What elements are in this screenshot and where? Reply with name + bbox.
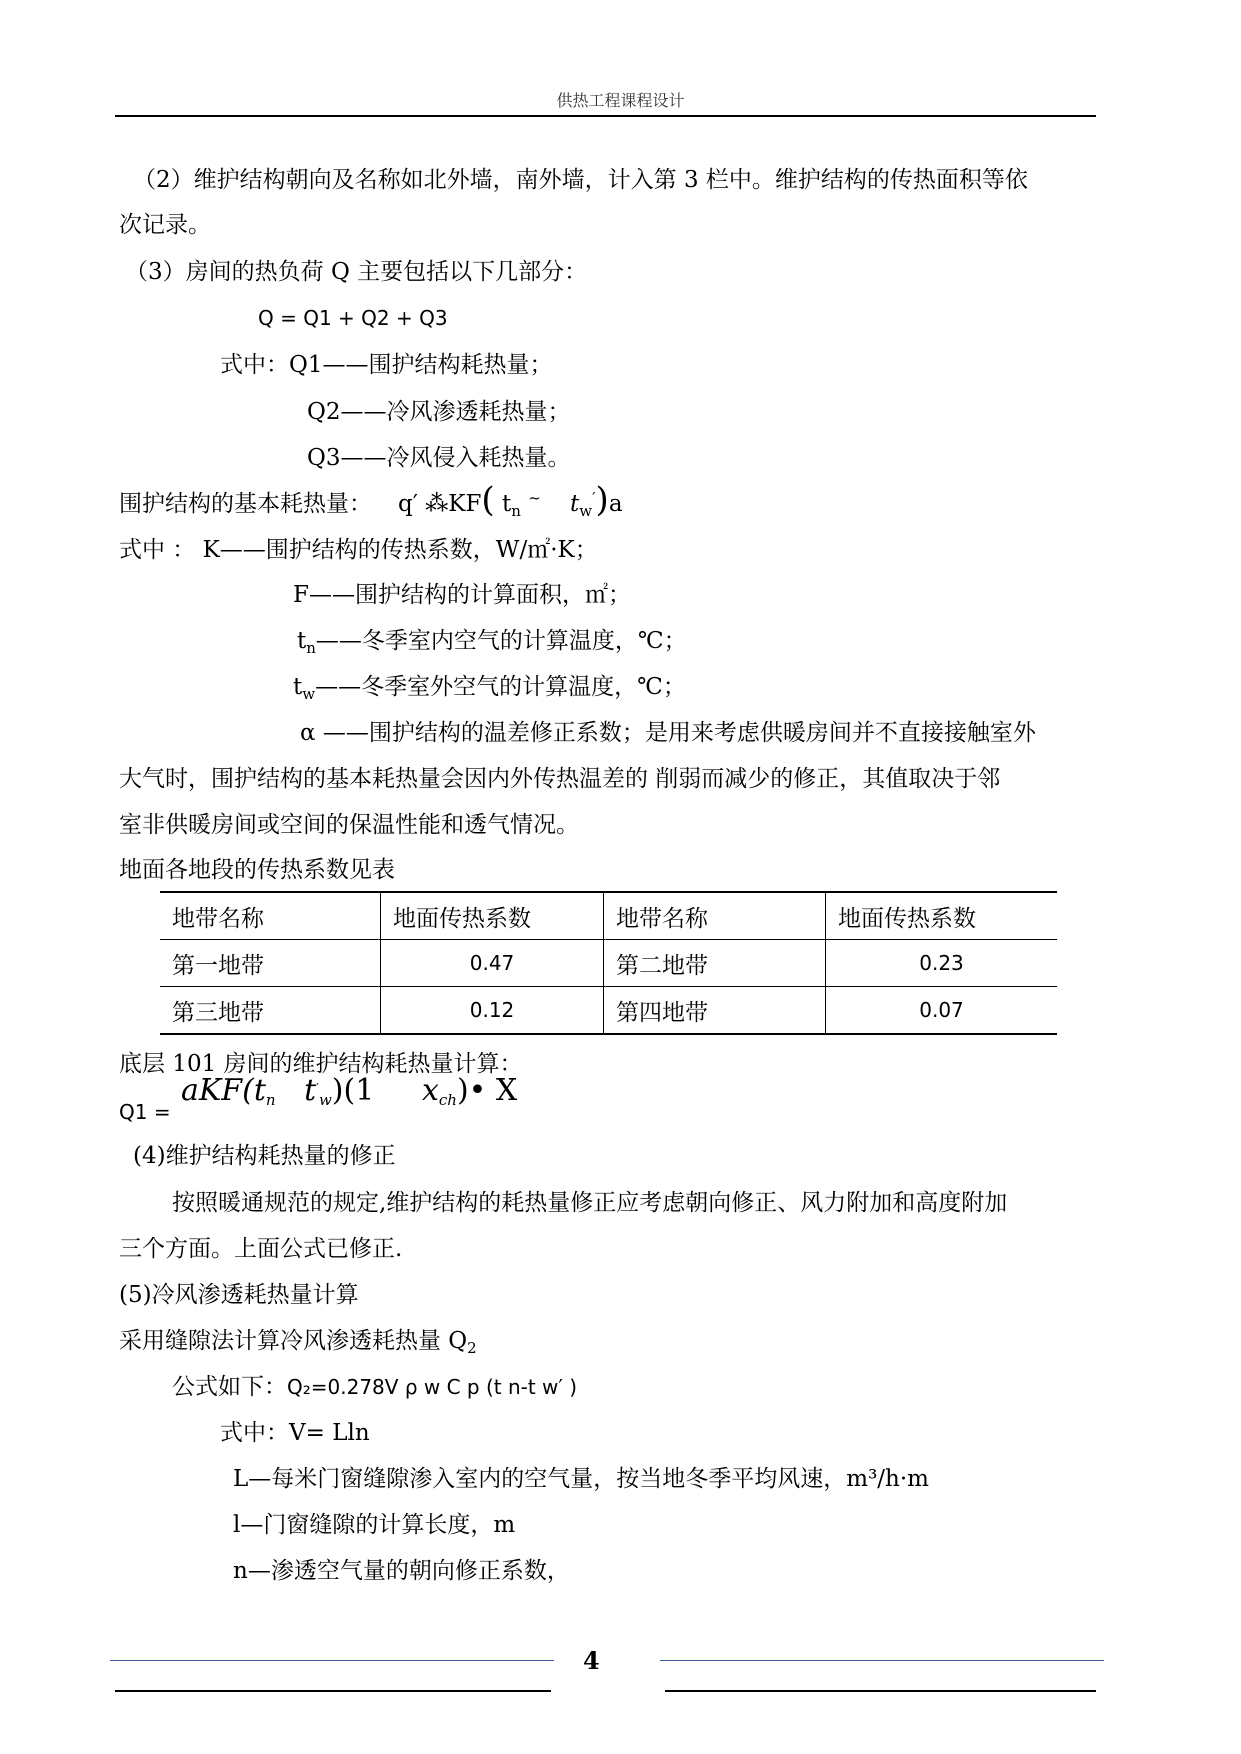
para-5-heading: (5)冷风渗透耗热量计算	[119, 1282, 359, 1308]
table-cell: 地带名称	[604, 892, 826, 940]
table-header-row	[160, 892, 1057, 940]
where-tn: $t_n——$冬季室内空气的计算温度，℃；	[297, 628, 687, 657]
q1-formula: $aKF(t_n$ $t'_w)(1$ $x_{ch})•$ X	[181, 1073, 518, 1109]
formula-q-prefix: q′ ⁂KF	[398, 491, 482, 517]
para-3-heading: （3）房间的热负荷 Q 主要包括以下几部分：	[125, 259, 588, 285]
tw-symbol: t	[293, 674, 303, 700]
where-q2: Q2——冷风渗透耗热量；	[307, 399, 571, 425]
where-v: 式中：V= Lln	[220, 1420, 370, 1446]
tn-desc: ——冬季室内空气的计算温度，℃；	[315, 628, 687, 654]
q1-label: Q1 =	[119, 1100, 171, 1124]
table-cell: 第一地带	[160, 940, 381, 987]
where-k: 式中 ： K——围护结构的传热系数，W/㎡·K；	[119, 537, 598, 563]
basic-heat-loss-formula: q′ ⁂KF( $t_n$ ~ $t_w')a$	[398, 480, 623, 520]
alpha-desc-line-2: 大气时，围护结构的基本耗热量会因内外传热温差的 削弱而减少的修正，其值取决于邻	[119, 766, 1001, 792]
table-cell: 第二地带	[604, 940, 826, 987]
table-row	[160, 987, 1057, 1035]
table-cell: 第四地带	[604, 987, 826, 1035]
para-2-line-1: （2）维护结构朝向及名称如北外墙，南外墙，计入第 3 栏中。维护结构的传热面积等依	[133, 167, 1028, 193]
footer-rule-bottom-right	[665, 1690, 1096, 1692]
table-cell: 0.47	[381, 940, 604, 987]
alpha-desc-line-3: 室非供暖房间或空间的保温性能和透气情况。	[119, 812, 579, 838]
para-2-line-2: 次记录。	[119, 212, 211, 238]
where-q1: 式中：Q1——围护结构耗热量；	[220, 352, 553, 378]
room-101-heading: 底层 101 房间的维护结构耗热量计算：	[119, 1051, 523, 1077]
q2-formula-line: 公式如下：Q₂=0.278V ρ w C p (t n-t w′ )	[172, 1374, 578, 1400]
where-n: n—渗透空气量的朝向修正系数，	[233, 1558, 570, 1584]
para-4-line-1: 按照暖通规范的规定,维护结构的耗热量修正应考虑朝向修正、风力附加和高度附加	[172, 1190, 1008, 1216]
table-caption: 地面各地段的传热系数见表	[119, 857, 395, 883]
table-cell: 地面传热系数	[826, 892, 1058, 940]
table-cell: 0.23	[826, 940, 1058, 987]
table-cell: 0.07	[826, 987, 1058, 1035]
table-cell: 地面传热系数	[381, 892, 604, 940]
where-l-lower: l—门窗缝隙的计算长度，m	[233, 1512, 516, 1538]
tn-symbol: t	[297, 628, 307, 654]
para-4-line-2: 三个方面。上面公式已修正.	[119, 1236, 403, 1262]
where-l-upper: L—每米门窗缝隙渗入室内的空气量，按当地冬季平均风速，m³/h·m	[233, 1466, 929, 1492]
where-alpha: α ——围护结构的温差修正系数；是用来考虑供暖房间并不直接接触室外	[300, 720, 1036, 746]
basic-heat-loss-label: 围护结构的基本耗热量：	[119, 491, 372, 517]
where-tw: $t_w——$冬季室外空气的计算温度，℃；	[293, 674, 686, 703]
running-header: 供热工程课程设计	[556, 91, 685, 110]
where-q3: Q3——冷风侵入耗热量。	[307, 445, 571, 471]
formula-q-total: Q = Q1 + Q2 + Q3	[258, 306, 448, 330]
footer-rule-bottom-left	[115, 1690, 551, 1692]
ground-coefficient-table	[160, 891, 1057, 1035]
tw-desc: ——冬季室外空气的计算温度，℃；	[315, 674, 686, 700]
para-4-heading: (4)维护结构耗热量的修正	[133, 1143, 396, 1169]
page-number: 4	[583, 1646, 600, 1675]
where-f: F——围护结构的计算面积，㎡；	[293, 582, 631, 608]
table-cell: 地带名称	[160, 892, 381, 940]
crack-method-line: 采用缝隙法计算冷风渗透耗热量 $Q_2$	[119, 1328, 477, 1357]
table-row	[160, 940, 1057, 987]
table-cell: 第三地带	[160, 987, 381, 1035]
footer-rule-top-right	[660, 1660, 1104, 1661]
header-rule	[115, 115, 1096, 117]
footer-rule-top-left	[110, 1660, 554, 1661]
q2-formula: Q₂=0.278V ρ w C p (t n-t w′ )	[287, 1375, 578, 1399]
table-cell: 0.12	[381, 987, 604, 1035]
